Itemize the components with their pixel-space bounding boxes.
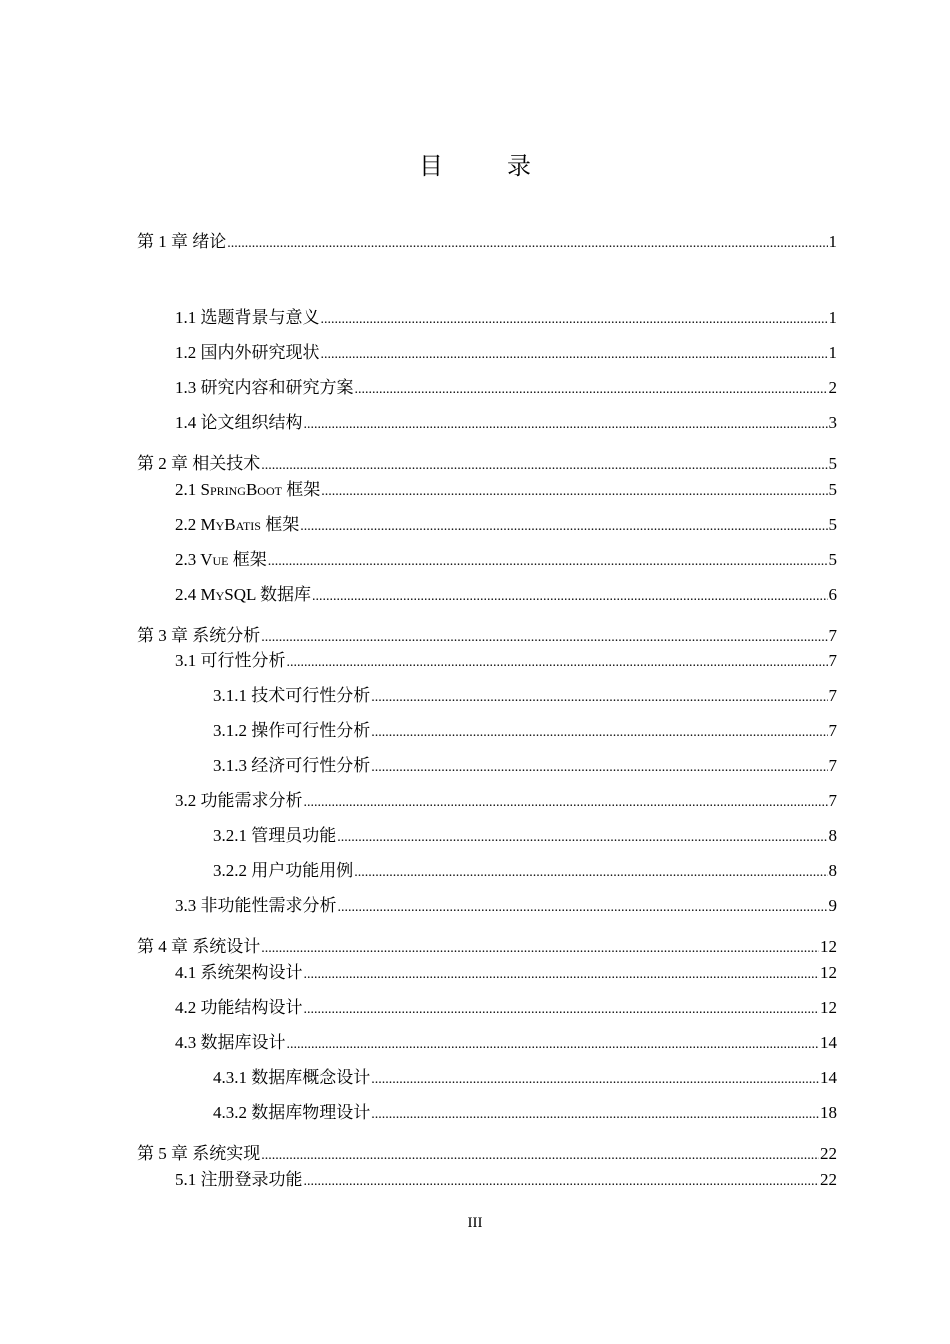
toc-leader-dots [371, 721, 827, 745]
toc-entry-page: 12 [820, 937, 837, 956]
toc-entry-label: 第 4 章 系统设计 [137, 937, 261, 956]
toc-entry-4-3[interactable] [175, 1031, 837, 1057]
toc-entry-page: 7 [828, 686, 837, 705]
toc-entry-page: 9 [828, 896, 837, 915]
toc-entry-page: 7 [828, 651, 837, 670]
toc-leader-dots [354, 861, 827, 885]
toc-entry-page: 1 [828, 343, 837, 362]
toc-entry-page: 1 [828, 232, 837, 251]
toc-entry-page: 8 [828, 861, 837, 880]
page-number-footer: III [467, 1215, 483, 1231]
toc-entry-label: 1.3 研究内容和研究方案 [175, 378, 354, 397]
toc-entry-3-3[interactable] [175, 894, 837, 920]
toc-entry-label: 3.2.2 用户功能用例 [213, 861, 354, 880]
toc-entry-3-1-3[interactable] [213, 754, 837, 780]
toc-entry-4-3-1[interactable] [213, 1066, 837, 1092]
toc-entry-page: 7 [828, 791, 837, 810]
toc-entry-label: 1.1 选题背景与意义 [175, 308, 320, 327]
toc-entry-4-2[interactable] [175, 996, 837, 1022]
toc-entry-page: 5 [828, 480, 837, 499]
toc-entry-3-2-1[interactable] [213, 824, 837, 850]
toc-entry-label: 2.2 MyBatis 框架 [175, 515, 300, 534]
toc-entry-4-3-2[interactable] [213, 1101, 837, 1127]
toc-entry-label: 1.4 论文组织结构 [175, 413, 303, 432]
toc-leader-dots [312, 585, 827, 609]
toc-entry-chapter-1[interactable] [137, 230, 837, 256]
toc-entry-label: 4.1 系统架构设计 [175, 963, 303, 982]
toc-entry-2-2[interactable] [175, 513, 837, 539]
toc-entry-label: 3.3 非功能性需求分析 [175, 896, 337, 915]
toc-leader-dots [321, 308, 828, 332]
toc-entry-page: 6 [828, 585, 837, 604]
toc-entry-page: 7 [828, 626, 837, 645]
toc-entry-label: 第 5 章 系统实现 [137, 1144, 261, 1163]
toc-entry-page: 12 [820, 998, 837, 1017]
toc-entry-page: 22 [820, 1144, 837, 1163]
toc-leader-dots [300, 515, 827, 539]
toc-leader-dots [304, 963, 820, 987]
toc-leader-dots [304, 1170, 820, 1194]
toc-leader-dots [304, 413, 828, 437]
toc-entry-page: 5 [828, 454, 837, 473]
toc-leader-dots [287, 651, 828, 675]
toc-leader-dots [304, 998, 820, 1022]
toc-entry-page: 5 [828, 550, 837, 569]
toc-leader-dots [338, 896, 828, 920]
toc-leader-dots [321, 480, 827, 504]
toc-entry-3-2[interactable] [175, 789, 837, 815]
toc-entry-page: 18 [820, 1103, 837, 1122]
toc-entry-label: 2.4 MySQL 数据库 [175, 585, 312, 604]
toc-entry-label: 1.2 国内外研究现状 [175, 343, 320, 362]
toc-entry-5-1[interactable] [175, 1168, 837, 1194]
toc-entry-page: 1 [828, 308, 837, 327]
toc-entry-page: 12 [820, 963, 837, 982]
toc-entry-label: 第 2 章 相关技术 [137, 454, 261, 473]
toc-entry-label: 2.3 Vue 框架 [175, 550, 267, 569]
toc-entry-label: 4.3 数据库设计 [175, 1033, 286, 1052]
toc-leader-dots [261, 1144, 819, 1168]
toc-entry-label: 4.3.2 数据库物理设计 [213, 1103, 371, 1122]
toc-entry-3-2-2[interactable] [213, 859, 837, 885]
toc-entry-1-1[interactable] [175, 306, 837, 332]
toc-entry-2-3[interactable] [175, 548, 837, 574]
toc-leader-dots [261, 937, 819, 961]
toc-entry-2-4[interactable] [175, 583, 837, 609]
toc-entry-2-1[interactable] [175, 478, 837, 504]
toc-entry-1-4[interactable] [175, 411, 837, 437]
toc-entry-label: 3.1.1 技术可行性分析 [213, 686, 371, 705]
toc-entry-chapter-2[interactable] [137, 452, 837, 478]
toc-entry-label: 4.3.1 数据库概念设计 [213, 1068, 371, 1087]
toc-leader-dots [227, 232, 827, 256]
toc-entry-chapter-5[interactable] [137, 1142, 837, 1168]
toc-leader-dots [287, 1033, 820, 1057]
toc-entry-label: 4.2 功能结构设计 [175, 998, 303, 1017]
toc-leader-dots [371, 1103, 819, 1127]
toc-leader-dots [371, 756, 827, 780]
toc-title: 目 录 [419, 152, 551, 180]
toc-entry-page: 22 [820, 1170, 837, 1189]
toc-entry-3-1-1[interactable] [213, 684, 837, 710]
toc-leader-dots [337, 826, 827, 850]
toc-leader-dots [355, 378, 828, 402]
toc-entry-page: 7 [828, 756, 837, 775]
toc-entry-label: 第 1 章 绪论 [137, 232, 227, 251]
toc-entry-1-3[interactable] [175, 376, 837, 402]
toc-entry-page: 14 [820, 1068, 837, 1087]
toc-entry-chapter-3[interactable] [137, 624, 837, 650]
toc-entry-1-2[interactable] [175, 341, 837, 367]
toc-leader-dots [321, 343, 828, 367]
toc-leader-dots [371, 686, 827, 710]
toc-entry-page: 3 [828, 413, 837, 432]
toc-entry-page: 7 [828, 721, 837, 740]
toc-entry-label: 3.1.3 经济可行性分析 [213, 756, 371, 775]
toc-entry-label: 2.1 SpringBoot 框架 [175, 480, 321, 499]
toc-entry-label: 第 3 章 系统分析 [137, 626, 261, 645]
toc-entry-page: 2 [828, 378, 837, 397]
toc-entry-label: 3.1 可行性分析 [175, 651, 286, 670]
toc-entry-label: 3.2.1 管理员功能 [213, 826, 337, 845]
toc-entry-label: 5.1 注册登录功能 [175, 1170, 303, 1189]
toc-entry-chapter-4[interactable] [137, 935, 837, 961]
toc-entry-3-1[interactable] [175, 649, 837, 675]
toc-entry-page: 5 [828, 515, 837, 534]
toc-entry-3-1-2[interactable] [213, 719, 837, 745]
toc-entry-label: 3.1.2 操作可行性分析 [213, 721, 371, 740]
toc-leader-dots [261, 454, 827, 478]
toc-entry-page: 14 [820, 1033, 837, 1052]
toc-entry-4-1[interactable] [175, 961, 837, 987]
toc-entry-label: 3.2 功能需求分析 [175, 791, 303, 810]
toc-leader-dots [371, 1068, 819, 1092]
toc-leader-dots [261, 626, 827, 650]
toc-leader-dots [268, 550, 828, 574]
toc-leader-dots [304, 791, 828, 815]
toc-entry-page: 8 [828, 826, 837, 845]
